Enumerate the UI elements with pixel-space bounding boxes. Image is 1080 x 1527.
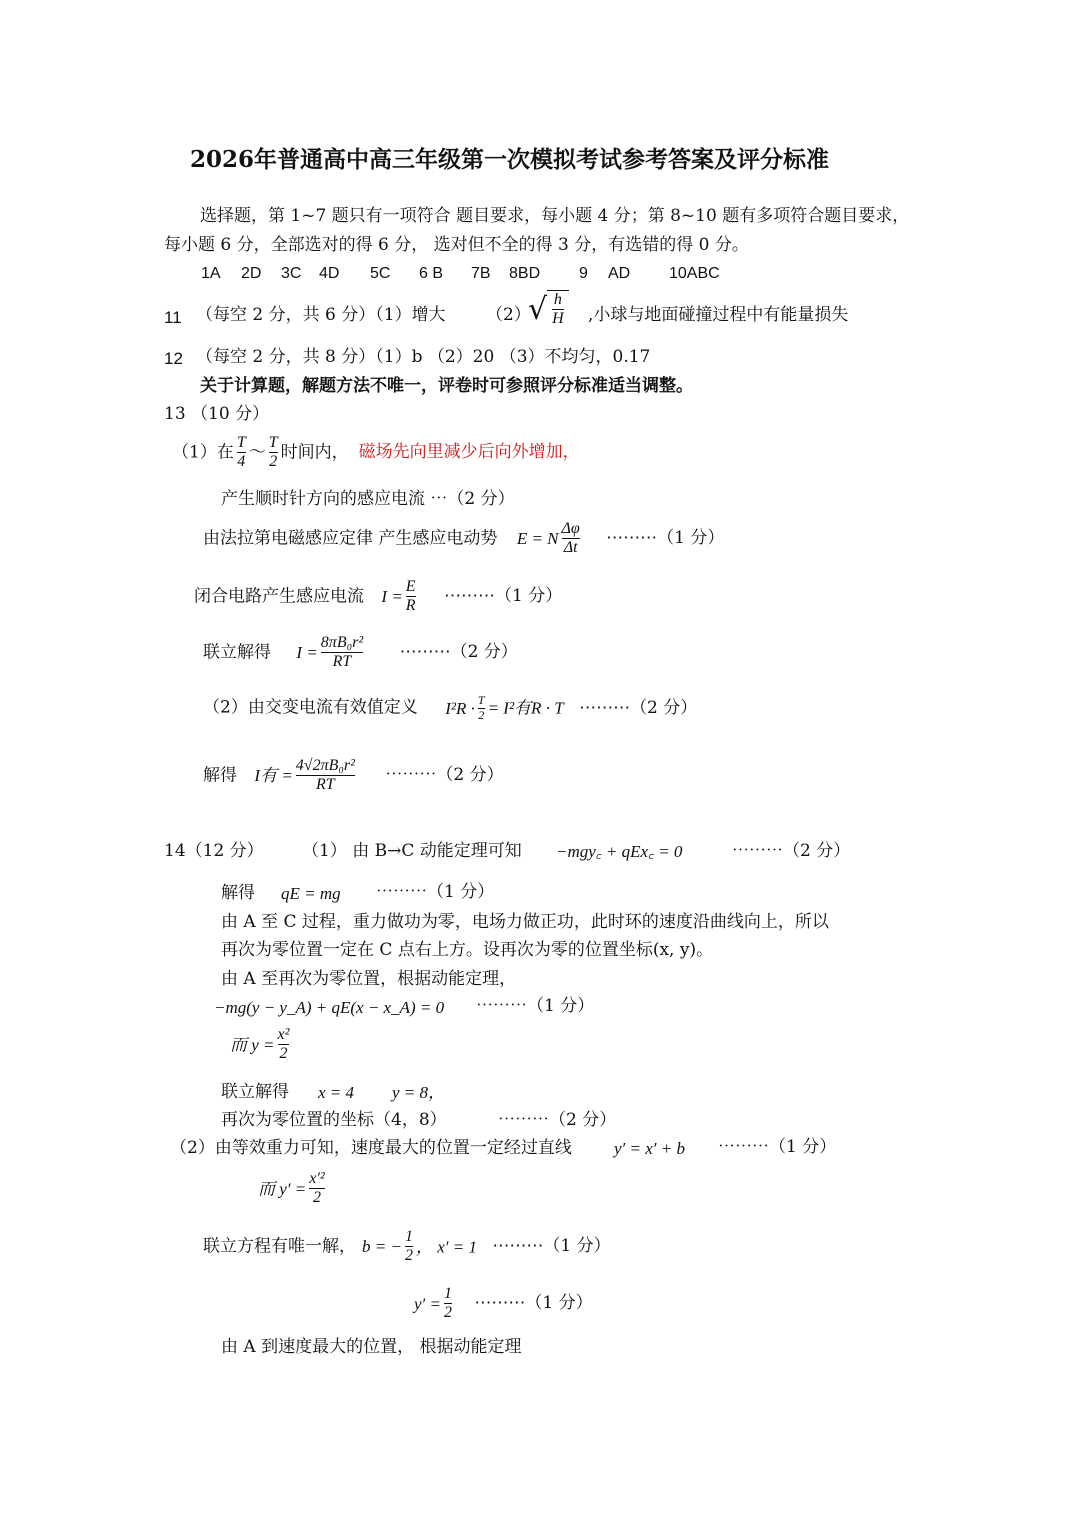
mc-answer: 7B: [471, 265, 491, 282]
equation: y′ =: [414, 1294, 441, 1314]
q13-p7-text: 解得: [203, 765, 237, 786]
equation: 而 y =: [230, 1035, 275, 1055]
score: ⋯⋯⋯（1 分）: [718, 1137, 837, 1157]
q13-p6-text: （2）由交变电流有效值定义: [203, 697, 418, 718]
q14-l10-text: （2）由等效重力可知，速度最大的位置一定经过直线: [170, 1138, 572, 1158]
equation: y = 8，: [392, 1083, 446, 1102]
mc-answer: 1A: [201, 265, 221, 282]
frac-denominator: Δt: [562, 538, 580, 557]
q11-number: 11: [164, 308, 182, 327]
frac-numerator: 1: [444, 1285, 452, 1302]
frac-denominator: 2: [309, 1188, 324, 1207]
mc-answer: 9: [579, 265, 588, 282]
q13-p1-highlight: 磁场先向里减少后向外增加，: [358, 442, 580, 463]
equation: x = 4: [318, 1083, 355, 1102]
mc-answer: AD: [608, 265, 631, 282]
score: ⋯⋯⋯（1 分）: [443, 586, 563, 607]
frac-numerator: T: [236, 434, 246, 451]
frac-denominator: RT: [296, 775, 355, 794]
score: ⋯⋯⋯（1 分）: [606, 528, 725, 549]
intro-line-1: 选择题，第 1~7 题只有一项符合 题目要求，每小题 4 分；第 8~10 题有多项符合题目要求，: [200, 206, 910, 226]
score: ⋯⋯⋯（2 分）: [579, 697, 698, 718]
q14-l5: 由 A 至再次为零位置，根据动能定理，: [221, 969, 517, 989]
q13-p6-line: [203, 694, 697, 723]
q13-p3-line: [203, 520, 724, 558]
frac-numerator: 8πB₀r²: [320, 634, 364, 651]
sqrt-sign-icon: √: [528, 292, 548, 328]
grading-note: 关于计算题，解题方法不唯一，评卷时可参照评分标准适当调整。: [200, 376, 693, 396]
mc-answer: 10ABC: [669, 265, 720, 282]
equation: I =: [296, 643, 318, 663]
frac-numerator: x²: [277, 1026, 290, 1043]
score: ⋯⋯⋯（1 分）: [492, 1236, 611, 1257]
q14-l12-text: 联立方程有唯一解，: [203, 1236, 356, 1257]
frac-denominator: 2: [444, 1304, 452, 1322]
q14-l12-line: [203, 1228, 611, 1266]
equation: = I²有R · T: [487, 698, 564, 718]
frac-denominator: RT: [321, 652, 363, 671]
frac-denominator: 2: [279, 1045, 288, 1063]
q11-text: （每空 2 分，共 6 分）（1）增大: [196, 305, 446, 325]
q14-l14: 由 A 到速度最大的位置， 根据动能定理: [221, 1337, 522, 1357]
mc-answer: 4D: [319, 265, 340, 282]
frac-numerator: T: [477, 693, 485, 707]
score: ⋯⋯⋯（1 分）: [474, 1293, 593, 1314]
frac-numerator: Δφ: [561, 520, 580, 537]
q13-p2: 产生顺时针方向的感应电流 ⋯（2 分）: [221, 489, 515, 509]
score: ⋯⋯⋯（1 分）: [376, 882, 495, 902]
equation: −mgy꜀ + qEx꜀ = 0: [556, 842, 683, 861]
equation: y′ = x′ + b: [614, 1139, 685, 1158]
frac-denominator: 2: [269, 453, 278, 471]
mc-answer: 2D: [241, 265, 262, 282]
equation: ， x′ = 1: [415, 1237, 477, 1257]
q14-l2-text: 解得: [221, 883, 255, 903]
frac-denominator: 2: [404, 1247, 413, 1265]
q14-l3: 由 A 至 C 过程，重力做功为零，电场力做正功，此时环的速度沿曲线向上，所以: [221, 912, 829, 932]
score: ⋯⋯⋯（2 分）: [385, 765, 504, 786]
frac-denominator: R: [405, 597, 416, 615]
q11-tail: ,小球与地面碰撞过程中有能量损失: [588, 305, 849, 325]
q13-p5-line: [203, 634, 518, 672]
score: ⋯⋯⋯（2 分）: [399, 642, 518, 663]
q13-header: 13 （10 分）: [164, 404, 270, 424]
sqrt-denominator: H: [552, 310, 564, 328]
frac-denominator: 2: [478, 707, 485, 722]
q13-p4-line: [194, 578, 562, 616]
q13-p5-text: 联立解得: [203, 642, 271, 663]
frac-numerator: 4√2πB₀r²: [295, 757, 355, 774]
score: ⋯⋯⋯（2 分）: [732, 841, 851, 861]
q13-p1-prefix: （1）在: [172, 442, 234, 463]
q14-l4: 再次为零位置一定在 C 点右上方。设再次为零的位置坐标(x, y)。: [221, 940, 714, 960]
page-title: 2026年普通高中高三年级第一次模拟考试参考答案及评分标准: [190, 146, 830, 173]
q13-part1-line: [172, 434, 580, 472]
q13-p3-text: 由法拉第电磁感应定律 产生感应电动势: [203, 528, 498, 549]
frac-denominator: 4: [237, 453, 246, 471]
q13-p7-line: [203, 757, 504, 795]
q11-sqrt: [528, 290, 569, 329]
frac-numerator: T: [268, 434, 278, 451]
q12-number: 12: [164, 349, 183, 368]
equation: I有 =: [254, 766, 293, 786]
mc-answer: 3C: [281, 265, 302, 282]
equation: 而 y′ =: [258, 1179, 307, 1199]
q14-l9-text: 再次为零位置的坐标（4，8）: [221, 1110, 447, 1130]
intro-line-2: 每小题 6 分，全部选对的得 6 分， 选对但不全的得 3 分，有选错的得 0 分。: [164, 235, 749, 255]
q14-l7-line: [230, 1026, 292, 1064]
q14-l11-line: [258, 1170, 328, 1208]
q11-part2: （2）: [486, 305, 531, 325]
q14-l13-line: [414, 1285, 593, 1323]
score: ⋯⋯⋯（1 分）: [476, 996, 595, 1016]
q14-header: 14（12 分）: [164, 841, 264, 861]
q13-p1-tilde: ～: [248, 442, 266, 463]
frac-numerator: x′²: [309, 1170, 325, 1187]
sqrt-numerator: h: [553, 291, 562, 308]
q12-text: （每空 2 分，共 8 分）（1）b （2）20 （3）不均匀，0.17: [196, 347, 651, 367]
equation: −mg(y − y_A) + qE(x − x_A) = 0: [214, 998, 445, 1017]
mc-answer: 5C: [370, 265, 391, 282]
q13-p4-text: 闭合电路产生感应电流: [194, 586, 364, 607]
q13-p1-mid: 时间内，: [280, 442, 349, 463]
equation: I²R ·: [445, 698, 475, 718]
q14-l8-text: 联立解得: [221, 1082, 289, 1102]
score: ⋯⋯⋯（2 分）: [498, 1110, 617, 1130]
frac-numerator: 1: [404, 1228, 413, 1245]
equation: E = N: [516, 529, 559, 549]
equation: b = −: [362, 1237, 402, 1257]
mc-answer: 8BD: [509, 265, 541, 282]
mc-answer: 6 B: [419, 265, 444, 282]
equation: I =: [381, 587, 403, 607]
frac-numerator: E: [405, 578, 416, 595]
equation: qE = mg: [281, 884, 341, 903]
q14-l1-part: （1） 由 B→C 动能定理可知: [302, 841, 522, 861]
